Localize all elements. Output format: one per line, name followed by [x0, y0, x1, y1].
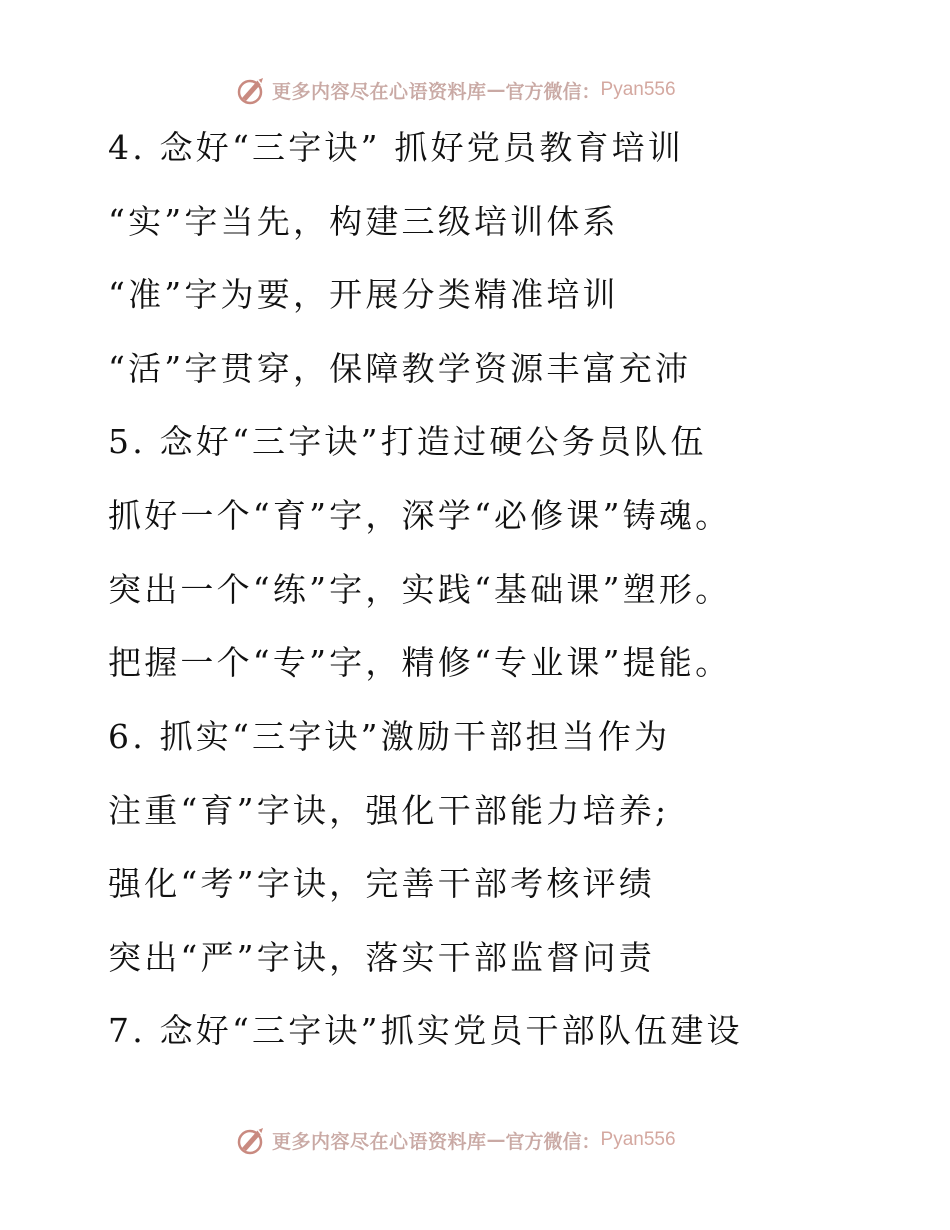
watermark-separator: — — [486, 1129, 506, 1151]
list-item: 抓好一个“育”字，深学“必修课”铸魂。 — [108, 496, 732, 535]
pen-nib-logo-icon — [236, 1124, 268, 1156]
watermark-label: 官方微信： — [505, 80, 601, 103]
heading-item-4: 4. 念好“三字诀” 抓好党员教育培训 — [108, 128, 685, 167]
list-item: “实”字当先，构建三级培训体系 — [108, 202, 619, 241]
watermark-wechat-id: Pyan556 — [600, 1129, 676, 1150]
watermark-site-text: 更多内容尽在心语资料库 — [272, 80, 487, 103]
list-item: “准”字为要，开展分类精准培训 — [108, 275, 619, 314]
footer-watermark — [236, 1123, 676, 1157]
heading-item-6: 6. 抓实“三字诀”激励干部担当作为 — [108, 717, 671, 756]
watermark-separator: — — [486, 79, 506, 101]
list-item: 突出“严”字诀，落实干部监督问责 — [108, 938, 655, 977]
list-item: “活”字贯穿，保障教学资源丰富充沛 — [108, 349, 692, 388]
watermark-wechat-id: Pyan556 — [600, 79, 676, 100]
watermark-label: 官方微信： — [505, 1130, 601, 1153]
list-item: 注重“育”字诀，强化干部能力培养; — [108, 791, 670, 830]
list-item: 把握一个“专”字，精修“专业课”提能。 — [108, 643, 732, 682]
list-item: 强化“考”字诀，完善干部考核评绩 — [108, 864, 655, 903]
heading-item-5: 5. 念好“三字诀”打造过硬公务员队伍 — [108, 422, 707, 461]
watermark-site-text: 更多内容尽在心语资料库 — [272, 1130, 487, 1153]
heading-item-7: 7. 念好“三字诀”抓实党员干部队伍建设 — [108, 1011, 743, 1050]
list-item: 突出一个“练”字，实践“基础课”塑形。 — [108, 570, 732, 609]
